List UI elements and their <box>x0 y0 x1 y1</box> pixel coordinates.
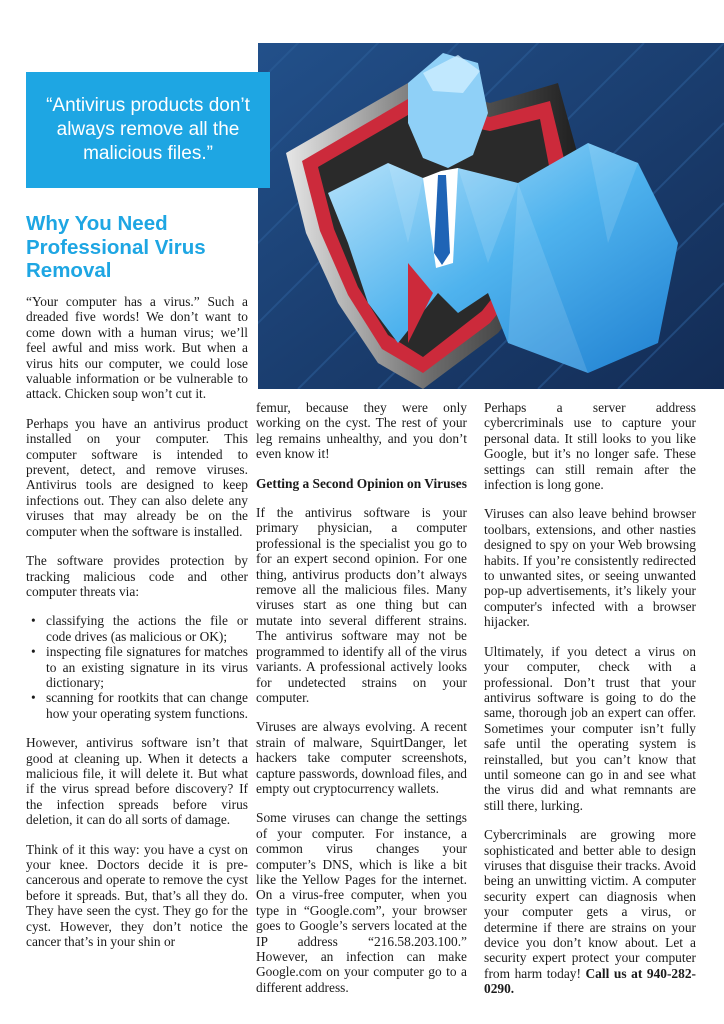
column-1 <box>26 294 248 963</box>
paragraph: Perhaps a server address cybercriminals use to capture your personal data. It still looks to you like Google, but it’s no longer safe. These settings can still remain after the infection is long gone. <box>484 400 696 493</box>
column-2 <box>256 400 467 1009</box>
shield-businessman-icon <box>258 43 724 389</box>
column-3 <box>484 400 696 1011</box>
bullet-icon: • <box>31 644 36 660</box>
paragraph <box>484 827 696 996</box>
article-heading: Why You Need Professional Virus Removal <box>26 212 206 282</box>
pull-quote-text: “Antivirus products don’t always remove all the malicious files.” <box>46 95 250 164</box>
paragraph: Viruses are always evolving. A recent strain of malware, SquirtDanger, let hackers take computer screenshots, capture passwords, download files, and empty out cryptocurrency wallets. <box>256 719 467 796</box>
paragraph: Think of it this way: you have a cyst on your knee. Doctors decide it is pre-cancerous and operate to remove the cyst before it spreads. But, that’s all they do. They have seen the cyst. They go for the cyst. However, they don’t notice the cancer that’s in your shin or <box>26 841 248 950</box>
paragraph: Viruses can also leave behind browser toolbars, extensions, and other nasties designed to spy on your Web browsing habits. If you’re consistently redirected to unwanted sites, or seeing unwanted pop-up advertisements, it’s likely your computer's infected with a browser hijacker. <box>484 506 696 630</box>
pull-quote <box>26 72 270 188</box>
closing-text: Cybercriminals are growing more sophisticated and better able to design viruses that disguise their tracks. Avoid being an unwitting victim. A computer security expert can diagnosis when your computer gets a virus, or determine if there are strains on your device you don’t know about. Let a security expert protect your computer from harm today! <box>484 827 696 981</box>
paragraph: Some viruses can change the settings of your computer. For instance, a common virus changes your computer’s DNS, which is like a bit like the Yellow Pages for the internet. On a virus-free computer, when you type in “Google.com”, your browser goes to Google’s servers located at the IP address “216.58.203.100.” However, an infection can make Google.com on your computer go to a different address. <box>256 810 467 995</box>
bullet-icon: • <box>31 613 36 629</box>
subheading: Getting a Second Opinion on Viruses <box>256 475 467 491</box>
call-to-action: Call us at 940-282-0290. <box>484 965 696 997</box>
hero-image <box>258 43 724 389</box>
paragraph: femur, because they were only working on the cyst. The rest of your leg remains unhealthy, and you don’t even know it! <box>256 400 467 462</box>
paragraph: Ultimately, if you detect a virus on your computer, check with a professional. Don’t trust that your antivirus software is going to do the same, thorough job an expert can offer. Sometimes your computer isn’t fully safe until the operating system is reinstalled, but you can’t know that until someone can go in and see what the virus did and what remnants are still there, lurking. <box>484 643 696 813</box>
paragraph: However, antivirus software isn’t that good at cleaning up. When it detects a malicious file, it will delete it. But what if the virus spread before discovery? If the infection spreads before virus deletion, it can do all sorts of damage. <box>26 735 248 828</box>
bullet-icon: • <box>31 690 36 706</box>
list-item: • classifying the actions the file or code drives (as malicious or OK); <box>31 613 248 644</box>
list-item: • scanning for rootkits that can change how your operating system functions. <box>31 690 248 721</box>
paragraph: “Your computer has a virus.” Such a dreaded five words! We don’t want to come down with a human virus; we’ll feel awful and miss work. But when a virus hits our computer, we could lose valuable information or be vulnerable to attack. Chicken soup won’t cut it. <box>26 294 248 402</box>
list-item: • inspecting file signatures for matches to an existing signature in its virus dictionary; <box>31 644 248 690</box>
paragraph: The software provides protection by tracking malicious code and other computer threats via: <box>26 553 248 599</box>
bullet-list <box>26 613 248 721</box>
paragraph: If the antivirus software is your primary physician, a computer professional is the specialist you go to for an expert second opinion. For one thing, antivirus products don’t always remove all the malicious files. Many viruses start as one thing but can mutate into several different strains. The antivirus software may not be programmed to identify all of the virus variants. A professional actively looks for undetected strains on your computer. <box>256 505 467 705</box>
paragraph: Perhaps you have an antivirus product installed on your computer. This computer software is intended to prevent, detect, and remove viruses. Antivirus tools are designed to keep infections out. They can also delete any viruses that may already be on the computer when the software is installed. <box>26 415 248 539</box>
